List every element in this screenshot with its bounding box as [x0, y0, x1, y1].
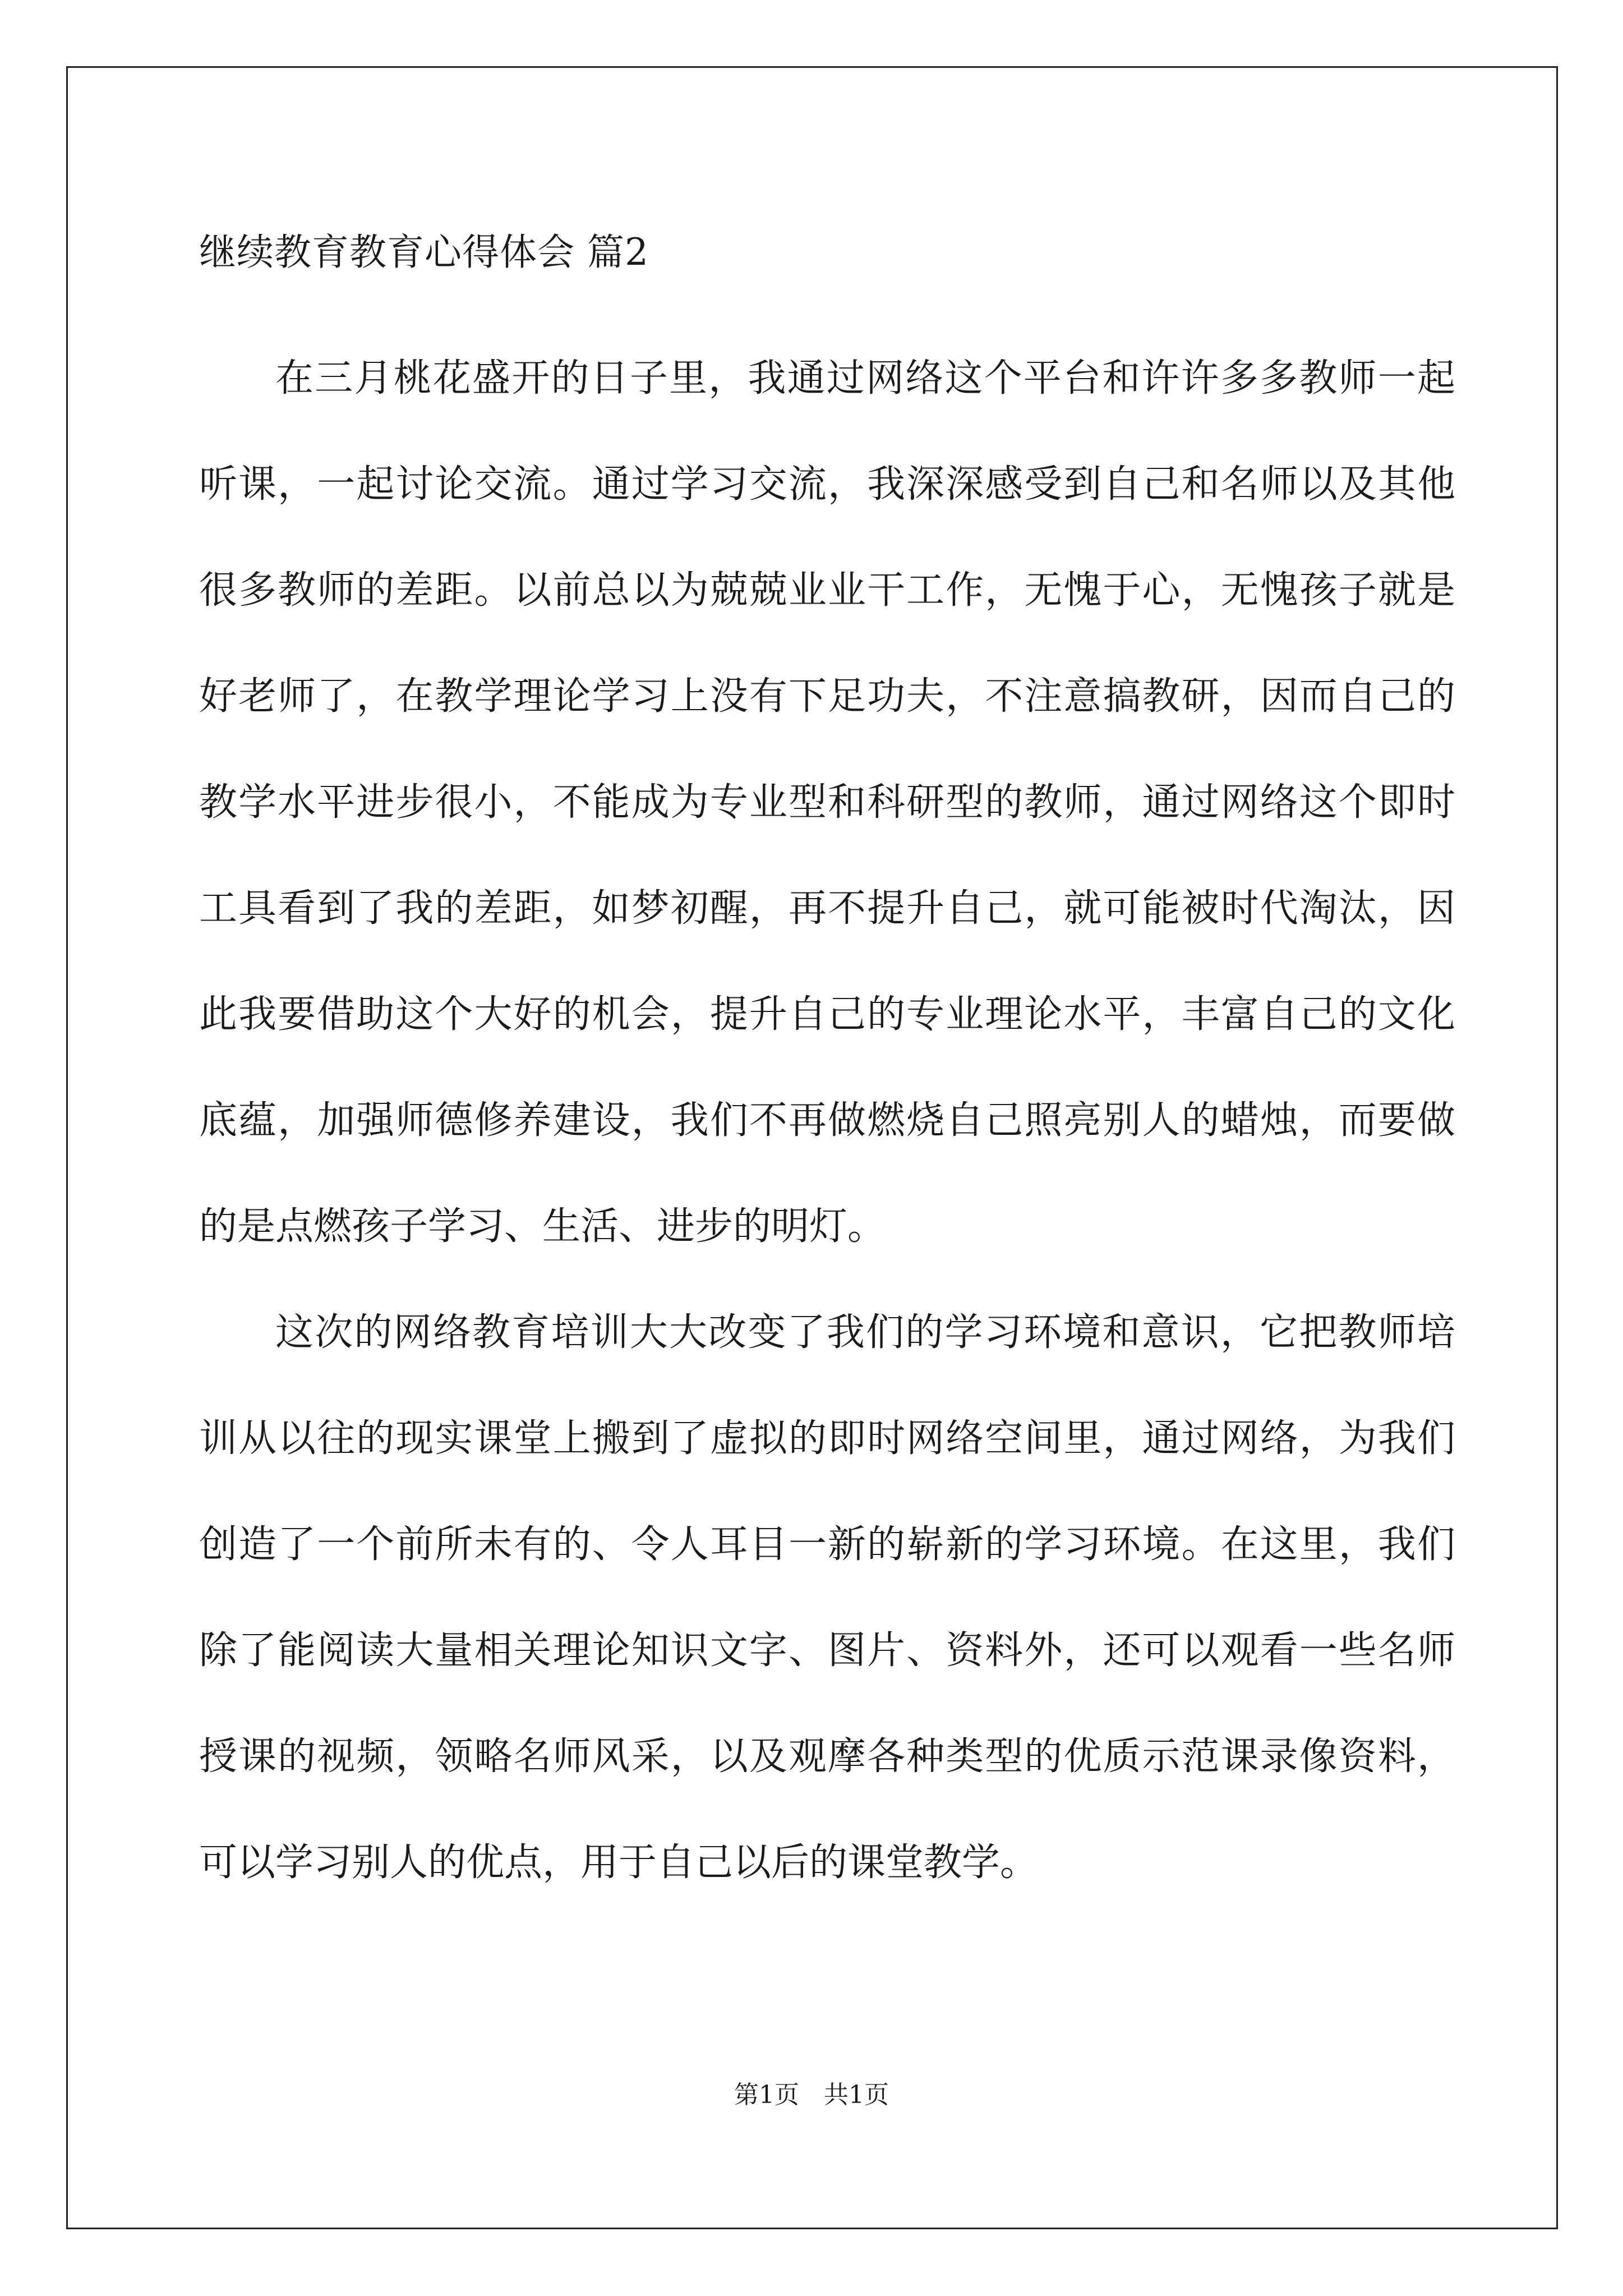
- document-body: [199, 224, 1455, 1916]
- paragraph-2: 这次的网络教育培训大大改变了我们的学习环境和意识，它把教师培训从以往的现实课堂上搬到了虚拟的即时网络空间里，通过网络，为我们创造了一个前所未有的、令人耳目一新的崭新的学习环境。在这里，我们除了能阅读大量相关理论知识文字、图片、资料外，还可以观看一些名师授课的视频，领略名师风采，以及观摩各种类型的优质示范课录像资料，可以学习别人的优点，用于自己以后的课堂教学。: [199, 1310, 1455, 1885]
- document-title: 继续教育教育心得体会 篇2: [199, 231, 649, 274]
- page-number-footer: 第1页 共1页: [734, 2081, 889, 2109]
- paragraph-1: 在三月桃花盛开的日子里，我通过网络这个平台和许许多多教师一起听课，一起讨论交流。通过学习交流，我深深感受到自己和名师以及其他很多教师的差距。以前总以为兢兢业业干工作，无愧于心，无愧孩子就是好老师了，在教学理论学习上没有下足功夫，不注意搞教研，因而自己的教学水平进步很小，不能成为专业型和科研型的教师，通过网络这个即时工具看到了我的差距，如梦初醒，再不提升自己，就可能被时代淘汰，因此我要借助这个大好的机会，提升自己的专业理论水平，丰富自己的文化底蕴，加强师德修养建设，我们不再做燃烧自己照亮别人的蜡烛，而要做的是点燃孩子学习、生活、进步的明灯。: [199, 356, 1455, 1249]
